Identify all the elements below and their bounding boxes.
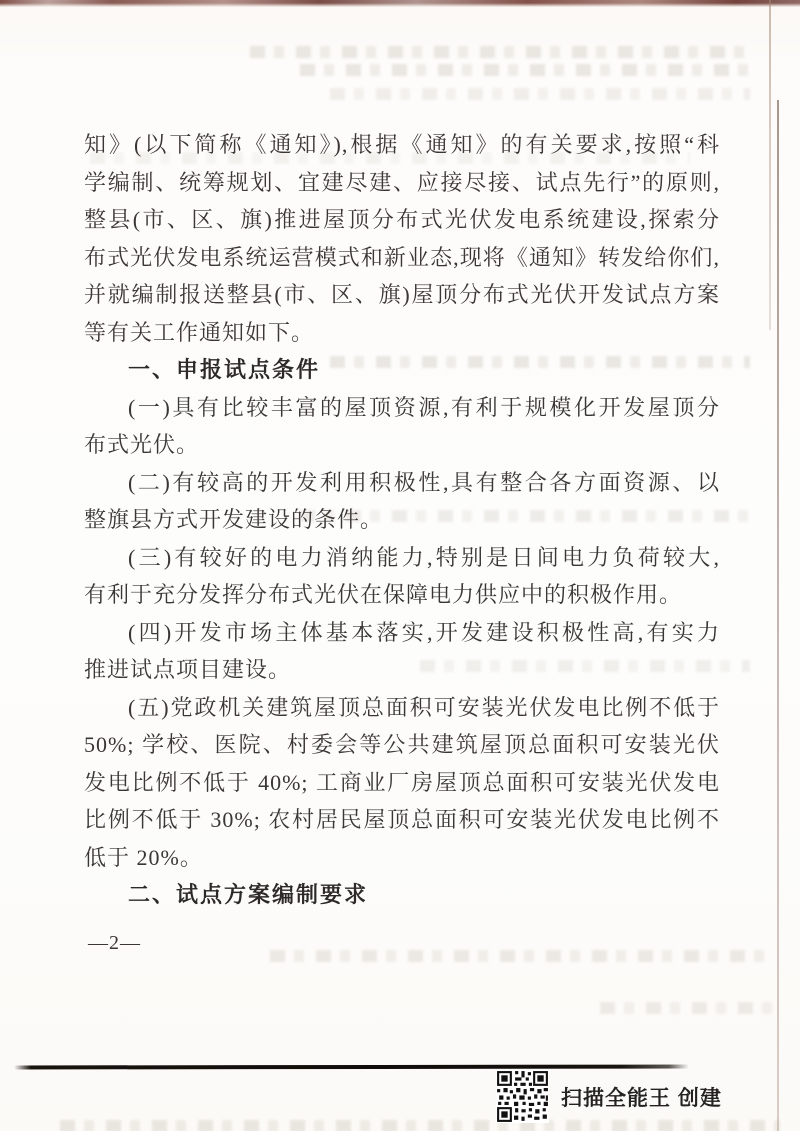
- text-line: 50%; 学校、医院、村委会等公共建筑屋顶总面积可安装光伏: [84, 732, 720, 757]
- camscanner-watermark: [496, 1070, 722, 1123]
- page-edge-line: [769, 0, 771, 330]
- text-line: 发电比例不低于 40%; 工商业厂房屋顶总面积可安装光伏发电: [84, 769, 720, 795]
- section-heading: 一、申报试点条件: [128, 357, 321, 382]
- text-line: 整县(市、区、旗)推进屋顶分布式光伏发电系统建设,探索分: [84, 207, 720, 232]
- text-line: 布式光伏发电系统运营模式和新业态,现将《通知》转发给你们,: [84, 244, 720, 270]
- text-line: 有利于充分发挥分布式光伏在保障电力供应中的积极作用。: [84, 582, 683, 607]
- text-line: (三)有较好的电力消纳能力,特别是日间电力负荷较大,: [128, 544, 720, 570]
- text-line: 学编制、统筹规划、宜建尽建、应接尽接、试点先行”的原则,: [84, 169, 720, 195]
- bleedthrough-artifact: [330, 88, 750, 100]
- text-line: 并就编制报送整县(市、区、旗)屋顶分布式光伏开发试点方案: [84, 282, 720, 307]
- watermark-text: 扫描全能王 创建: [561, 1086, 722, 1110]
- page-number: —2—: [88, 932, 141, 954]
- bleedthrough-artifact: [250, 46, 750, 58]
- text-line: 比例不低于 30%; 农村居民屋顶总面积可安装光伏发电比例不: [84, 807, 720, 832]
- text-line: (四)开发市场主体基本落实,开发建设积极性高,有实力: [128, 619, 720, 645]
- bleedthrough-artifact: [600, 1002, 780, 1014]
- text-line: 推进试点项目建设。: [84, 657, 292, 682]
- scan-top-edge-artifact: [0, 0, 800, 7]
- bleedthrough-artifact: [270, 950, 770, 962]
- text-line: 布式光伏。: [84, 432, 200, 457]
- document-body: [84, 126, 720, 914]
- page-bottom-edge-shadow: [14, 1065, 689, 1070]
- text-line: 低于 20%。: [84, 844, 203, 870]
- text-line: 知》(以下简称《通知》),根据《通知》的有关要求,按照“科: [84, 132, 720, 157]
- text-line: 整旗县方式开发建设的条件。: [84, 507, 384, 532]
- section-heading: 二、试点方案编制要求: [128, 882, 369, 907]
- qr-code-icon: [496, 1070, 549, 1123]
- text-line: (二)有较高的开发利用积极性,具有整合各方面资源、以: [128, 469, 720, 495]
- text-line: (一)具有比较丰富的屋顶资源,有利于规模化开发屋顶分: [128, 394, 720, 420]
- bleedthrough-artifact: [300, 64, 750, 76]
- text-line: 等有关工作通知如下。: [84, 319, 315, 345]
- page-edge-line: [777, 100, 779, 1131]
- text-line: (五)党政机关建筑屋顶总面积可安装光伏发电比例不低于: [128, 694, 720, 720]
